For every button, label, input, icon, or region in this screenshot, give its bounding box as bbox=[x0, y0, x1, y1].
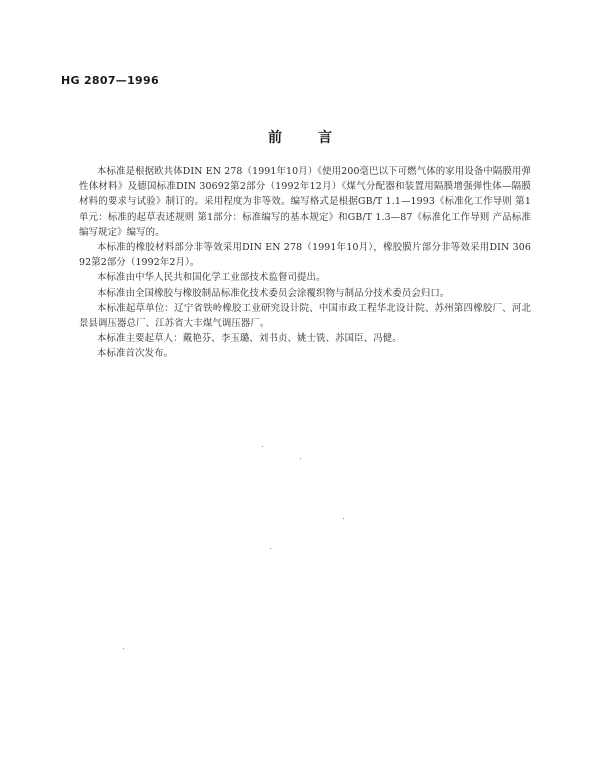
scan-speck bbox=[123, 648, 124, 649]
paragraph-responsible-committee: 本标准由全国橡胶与橡胶制品标准化技术委员会涂覆织物与制品分技术委员会归口。 bbox=[97, 287, 450, 299]
foreword-body bbox=[79, 164, 531, 362]
paragraph-first-issue: 本标准首次发布。 bbox=[97, 348, 174, 360]
scan-speck bbox=[270, 548, 271, 549]
paragraph-drafting-units: 本标准起草单位：辽宁省铁岭橡胶工业研究设计院、中国市政工程华北设计院、苏州第四橡胶厂、河北景县调压器总厂、江苏省大丰煤气调压器厂。 bbox=[79, 302, 531, 330]
paragraph-adoption: 本标准的橡胶材料部分非等效采用DIN EN 278（1991年10月），橡胶膜片部分非等效采用DIN 30692第2部分（1992年2月）。 bbox=[79, 242, 531, 269]
scan-speck bbox=[300, 458, 301, 459]
scan-speck bbox=[343, 518, 344, 519]
paragraph-basis: 本标准是根据欧共体DIN EN 278（1991年10月）《使用200毫巴以下可燃气体的家用设备中隔膜用弹性体材料》及德国标准DIN 30692第2部分（1992年12月）《煤气分配器和装置用隔膜增强弹性体—隔膜材料的要求与试验》制订的。采用程度为非等效。编写格式是根据GB/T 1.1—1993《标准化工作导则 第1单元：标准的起草表述规则 第1部分：标准编写的基本规定》和GB/T 1.3—87《标准化工作导则 产品标准编写规定》编写的。 bbox=[79, 166, 532, 238]
scan-speck bbox=[262, 446, 263, 447]
page-title: 前言 bbox=[268, 130, 368, 146]
paragraph-drafters: 本标准主要起草人：戴艳芬、李玉璐、刘书贞、姚士铣、苏国臣、冯健。 bbox=[97, 333, 402, 345]
standard-code: HG 2807—1996 bbox=[61, 74, 159, 87]
paragraph-proposer: 本标准由中华人民共和国化学工业部技术监督司提出。 bbox=[97, 272, 326, 284]
